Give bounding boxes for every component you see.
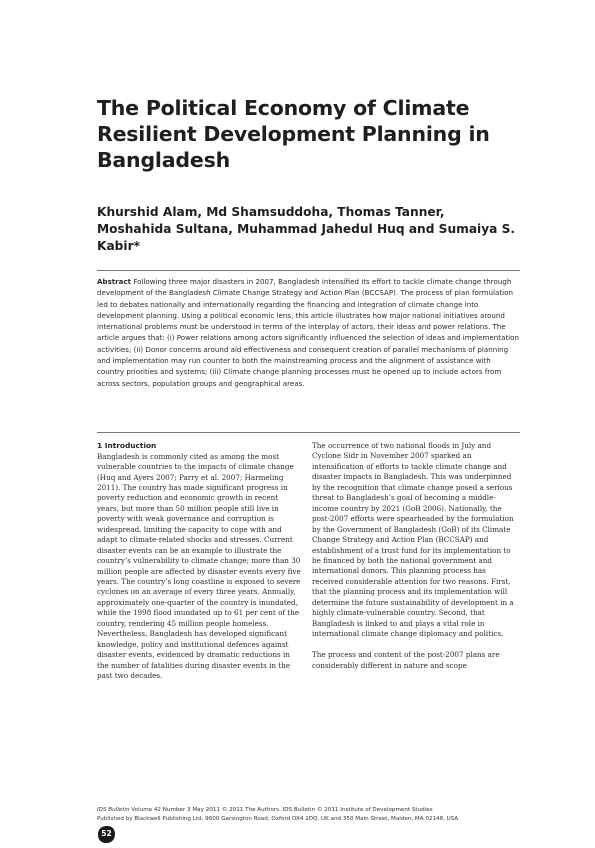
section-heading-introduction: 1 Introduction [97,441,157,450]
journal-name: IDS Bulletin [97,807,130,813]
body-paragraph: The process and content of the post-2007 plans are considerably different in nature and scope [312,650,500,670]
abstract-top-rule [97,270,520,271]
abstract-bottom-rule [97,432,520,433]
body-column-left [97,441,302,682]
abstract [97,276,520,389]
body-paragraph: The occurrence of two national floods in July and Cyclone Sidr in November 2007 sparked an intensification of efforts to tackle climate change and disaster impacts in Bangladesh. This was underpinned by the recognition that climate change posed a serious threat to Bangladesh’s goal of becoming a middle-income country by 2021 (GoB 2006). Nationally, the post-2007 efforts were spearheaded by the formulation by the Government of Bangladesh (GoB) of its Climate Change Strategy and Action Plan (BCCSAP) and establishment of a trust fund for its implementation to be financed by both the national government and international donors. This planning process has received considerable attention for two reasons. First, that the planning process and its implementation will determine the future sustainability of development in a highly climate-vulnerable country. Second, that Bangladesh is linked to and plays a vital role in international climate change diplomacy and politics. [312,441,514,639]
article-authors: Khurshid Alam, Md Shamsuddoha, Thomas Tanner, Moshahida Sultana, Muhammad Jahedul Huq and Sumaiya S. Kabir* [97,205,516,253]
body-column-right [312,441,517,671]
page-number-badge [97,825,116,844]
article-title: The Political Economy of Climate Resilient Development Planning in Bangladesh [97,96,490,172]
abstract-text: Following three major disasters in 2007, Bangladesh intensified its effort to tackle climate change through development of the Bangladesh Climate Change Strategy and Action Plan (BCCSAP). The process of plan formulation led to debates nationally and internationally regarding the financing and integration of climate change into development planning. Using a political economic lens, this article illustrates how major national initiatives around international problems must be understood in terms of the interplay of actors, their ideas and power relations. The article argues that: (i) Power relations among actors significantly influenced the selection of ideas and implementation activities; (ii) Donor concerns around aid effectiveness and consequent creation of parallel mechanisms of planning and implementation may run counter to both the mainstreaming process and the alignment of assistance with country priorities and systems; (iii) Climate change planning processes must be opened up to include actors from across sectors, population groups and geographical areas. [97,277,519,388]
page-number: 52 [101,829,112,838]
footer-line-1-text: Volume 42 Number 3 May 2011 © 2011 The Authors. IDS Bulletin © 2011 Institute of Development Studies [129,807,433,813]
publication-footer [97,806,537,823]
footer-line-1 [97,806,537,815]
footer-line-2: Published by Blackwell Publishing Ltd, 9600 Garsington Road, Oxford OX4 2DQ, UK and 350 Main Street, Malden, MA 02148, USA [97,815,459,822]
body-paragraph: Bangladesh is commonly cited as among the most vulnerable countries to the impacts of climate change (Huq and Ayers 2007; Parry et al. 2007; Harmeling 2011). The country has made significant progress in poverty reduction and economic growth in recent years, but more than 50 million people still live in poverty with weak governance and corruption is widespread, limiting the capacity to cope with and adapt to climate-related shocks and stresses. Current disaster events can be an example to illustrate the country’s vulnerability to climate change; more than 30 million people are affected by disaster events every five years. The country’s long coastline is exposed to severe cyclones on an average of every three years. Annually, approximately one-quarter of the country is inundated, while the 1998 flood inundated up to 61 per cent of the country, rendering 45 million people homeless. [97,451,301,628]
body-paragraph: Nevertheless, Bangladesh has developed significant knowledge, policy and institutional defences against disaster events, evidenced by dramatic reductions in the number of fatalities during disaster events in the past two decades. [97,629,291,681]
abstract-label: Abstract [97,277,132,286]
